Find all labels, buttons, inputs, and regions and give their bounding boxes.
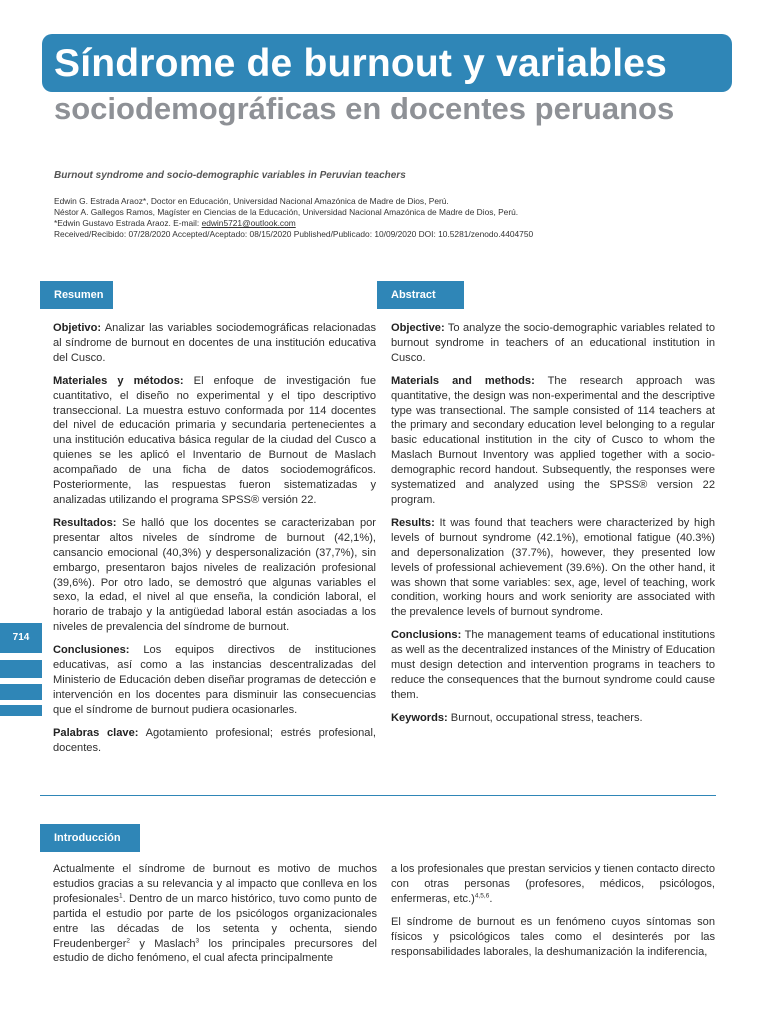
resumen-objetivo: Objetivo: Analizar las variables sociodemográficas relacionadas al síndrome de burnout en docentes de una institución educativa del Cusco. bbox=[53, 322, 376, 364]
side-bar-decoration bbox=[0, 684, 42, 700]
intro-paragraph: El síndrome de burnout es un fenómeno cuyos síntomas son físicos y psicológicos tales como el desinterés por las responsabilidades laborales, la deshumanización la indiferencia, bbox=[391, 915, 715, 958]
english-title: Burnout syndrome and socio-demographic variables in Peruvian teachers bbox=[54, 170, 406, 181]
introduccion-label: Introducción bbox=[40, 824, 140, 852]
abstract-results: Results: It was found that teachers were characterized by high levels of burnout syndrome (42.1%), emotional fatigue (40.3%) and depersonalization (37.7%), however, they presented low levels of professional achievement (39.6%). On the other hand, it was shown that some variables: sex, age, level of teaching, work condition, working hours and work seniority are associated with the prevalence levels of burnout syndrome. bbox=[391, 516, 715, 619]
resumen-column bbox=[53, 321, 376, 763]
abstract-conclusions: Conclusions: The management teams of educational institutions as well as the decentralized instances of the Ministry of Education must design detection and intervention programs in teachers to reduce the consequences that the burnout syndrome could cause them. bbox=[391, 629, 715, 701]
abstract-column bbox=[391, 321, 715, 734]
corresponding-author: *Edwin Gustavo Estrada Araoz. E-mail: edwin5721@outlook.com bbox=[54, 218, 296, 228]
intro-paragraph: Actualmente el síndrome de burnout es motivo de muchos estudios gracias a su relevancia y al impacto que conlleva en los profesionales$^1$. Dentro de un marco histórico, tuvo como punto de partida el estudio por parte de los psicólogos organizacionales entre las décadas de los setenta y ochenta, siendo Freudenberger$^2$ y Maslach$^3$ los principales precursores del estudio de dicho fenómeno, el cual afecta principalmente bbox=[53, 863, 377, 965]
author-line-2: Néstor A. Gallegos Ramos, Magíster en Ciencias de la Educación, Universidad Nacional Amazónica de Madre de Dios, Perú. bbox=[54, 207, 519, 217]
author-line-1: Edwin G. Estrada Araoz*, Doctor en Educación, Universidad Nacional Amazónica de Madre de Dios, Perú. bbox=[54, 196, 449, 206]
side-bar-decoration bbox=[0, 705, 42, 716]
resumen-resultados: Resultados: Se halló que los docentes se caracterizaban por presentar altos niveles de síndrome de burnout (42,1%), cansancio emocional (40,3%) y despersonalización (37,7%), sin embargo, presentaron bajos niveles de realización profesional (39,6%). Por otro lado, se demostró que algunas variables el sexo, la edad, el nivel al que enseña, la condición laboral, el horario de trabajo y la antigüedad laboral están asociadas a los niveles de prevalencia del síndrome de burnout. bbox=[53, 516, 376, 634]
abstract-objective: Objective: To analyze the socio-demographic variables related to burnout syndrome in teachers of an educational institution in Cusco. bbox=[391, 322, 715, 364]
section-divider bbox=[40, 795, 716, 796]
author-block bbox=[54, 196, 533, 240]
email-link[interactable]: edwin5721@outlook.com bbox=[201, 218, 296, 228]
intro-paragraph: a los profesionales que prestan servicios y tienen contacto directo con otras personas (profesores, médicos, psicólogos, enfermeras, etc.)$^{4,5,6}$. bbox=[391, 863, 715, 905]
resumen-conclusiones: Conclusiones: Los equipos directivos de instituciones educativas, así como a las instancias descentralizadas del Ministerio de Educación deben diseñar programas de detección e intervención en los docentes para disminuir las consecuencias que el síndrome de burnout pudiera ocasionarles. bbox=[53, 644, 376, 716]
page-number: 714 bbox=[12, 632, 30, 643]
resumen-label: Resumen bbox=[40, 281, 113, 309]
resumen-palabras-clave: Palabras clave: Agotamiento profesional; estrés profesional, docentes. bbox=[53, 726, 376, 754]
resumen-materiales: Materiales y métodos: El enfoque de investigación fue cuantitativo, el diseño no experimental y el tipo descriptivo transeccional. La muestra estuvo conformada por 114 docentes del nivel de educación primaria y secundaria pertenecientes a una institución educativa básica regular de la ciudad del Cusco a quienes se les aplicó el Inventario de Burnout de Maslach acompañado de una ficha de datos sociodemográficos. Posteriormente, las respuestas fueron sistematizadas y analizadas utilizando el programa SPSS® versión 22. bbox=[53, 374, 376, 506]
abstract-keywords: Keywords: Burnout, occupational stress, teachers. bbox=[391, 711, 643, 724]
publication-dates: Received/Recibido: 07/28/2020 Accepted/Aceptado: 08/15/2020 Published/Publicado: 10/09/2020 DOI: 10.5281/zenodo.4404750 bbox=[54, 229, 534, 239]
abstract-label: Abstract bbox=[377, 281, 464, 309]
abstract-materials: Materials and methods: The research approach was quantitative, the design was non-experimental and the descriptive type was transectional. The sample consisted of 114 teachers at the primary and secondary education level belonging to a regular basic educational institution in the city of Cusco to whom the Maslach Burnout Inventory was applied together with a socio-demographic record handout. Subsequently, the responses were systematized and analyzed using the SPSS® version 22 program. bbox=[391, 374, 715, 506]
page-title: Síndrome de burnout y variables bbox=[54, 42, 668, 85]
page-subtitle: sociodemográficas en docentes peruanos bbox=[54, 91, 675, 126]
intro-right-column bbox=[391, 862, 715, 967]
side-bar-decoration bbox=[0, 660, 42, 678]
intro-left-column bbox=[53, 862, 377, 974]
